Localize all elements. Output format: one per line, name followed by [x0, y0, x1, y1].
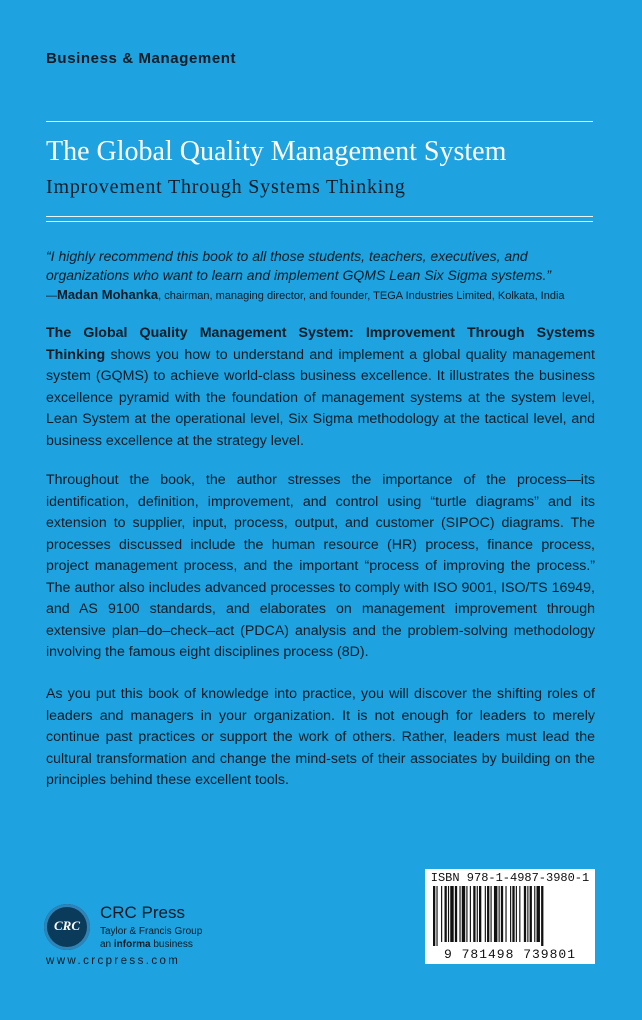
- barcode-number: 9 781498 739801: [443, 947, 577, 962]
- crc-logo-icon: [44, 904, 90, 950]
- barcode-bar: [466, 886, 467, 942]
- barcode-bar: [534, 886, 535, 942]
- barcode-bar: [433, 886, 435, 946]
- attribution-role: , chairman, managing director, and founder, TEGA Industries Limited, Kolkata, India: [158, 290, 565, 302]
- barcode-bar: [505, 886, 506, 942]
- barcode-bar: [487, 886, 489, 942]
- barcode-bar: [512, 886, 514, 942]
- attribution-name: Madan Mohanka: [57, 287, 159, 302]
- business-brand: informa: [113, 939, 151, 950]
- barcode-bar: [510, 886, 511, 942]
- barcode-bar: [501, 886, 503, 942]
- barcode-bar: [530, 886, 532, 942]
- barcode-bar: [491, 886, 492, 942]
- barcode-bars: [431, 886, 589, 946]
- isbn-barcode: [425, 869, 595, 964]
- barcode-bar: [485, 886, 486, 942]
- top-divider: [46, 121, 593, 122]
- barcode-bar: [524, 886, 526, 942]
- description-p1-text: shows you how to understand and implement a global quality management system (GQMS) to achieve world-class business excellence. It illustrates the business excellence pyramid with the foundation of management systems at the system level, Lean System at the operational level, Six Sigma methodology at the tactical level, and business excellence at the strategy level.: [46, 346, 595, 449]
- barcode-bar: [537, 886, 540, 942]
- description-book-title: The Global Quality Management System: Improvement Through Systems Thinking: [46, 325, 595, 363]
- testimonial-quote: “I highly recommend this book to all those students, teachers, executives, and organizations who want to learn and implement GQMS Lean Six Sigma systems.”: [46, 248, 552, 283]
- barcode-bar: [470, 886, 471, 942]
- barcode-bar: [473, 886, 475, 942]
- barcode-bar: [479, 886, 481, 942]
- barcode-bar: [436, 886, 437, 946]
- barcode-bar: [494, 886, 497, 942]
- book-title: The Global Quality Management System: [46, 136, 507, 167]
- business-prefix: an: [100, 939, 114, 950]
- barcode-bar: [499, 886, 500, 942]
- barcode-bar: [516, 886, 517, 942]
- divider-lower: [46, 221, 593, 222]
- barcode-bar: [527, 886, 528, 942]
- barcode-bar: [477, 886, 478, 942]
- publisher-group: Taylor & Francis Group: [100, 926, 203, 937]
- barcode-bar: [450, 886, 453, 942]
- description-paragraph-3: As you put this book of knowledge into practice, you will discover the shifting roles of leaders and managers in your organization. It is not enough for leaders to merely continue past practices or support the work of others. Rather, leaders must lead the cultural transformation and change the mind-sets of their associates by building on the principles behind these excellent tools.: [46, 686, 595, 788]
- business-suffix: business: [150, 939, 193, 950]
- isbn-text: ISBN 978-1-4987-3980-1: [430, 871, 590, 885]
- barcode-bar: [541, 886, 543, 946]
- publisher-website: www.crcpress.com: [46, 955, 181, 967]
- divider-upper: [46, 216, 593, 217]
- barcode-bar: [441, 886, 442, 942]
- crc-logo-text: CRC: [53, 918, 80, 933]
- barcode-bar: [462, 886, 465, 942]
- publisher-business: [100, 939, 193, 950]
- category-label: Business & Management: [46, 50, 237, 67]
- description-paragraph-2: Throughout the book, the author stresses the importance of the process—its identification, definition, improvement, and control using “turtle diagrams” and its extension to supplier, input, process, output, and customer (SIPOC) diagrams. The processes discussed include the human resource (HR) process, finance process, project management process, and the important “process of improving the process.” The author also includes advanced processes to comply with ISO 9001, ISO/TS 16949, and AS 9100 standards, and elaborates on management improvement through extensive plan–do–check–act (PDCA) analysis and the problem-solving methodology involving the famous eight disciplines process (8D).: [46, 472, 595, 660]
- testimonial-attribution: [46, 287, 606, 302]
- book-subtitle: Improvement Through Systems Thinking: [46, 176, 406, 198]
- description-paragraph-1: [46, 323, 595, 452]
- barcode-bar: [448, 886, 449, 942]
- barcode-bar: [519, 886, 520, 942]
- attribution-dash: —: [46, 290, 57, 302]
- publisher-name: CRC Press: [100, 903, 186, 922]
- barcode-bar: [455, 886, 457, 942]
- barcode-bar: [445, 886, 447, 942]
- barcode-bar: [459, 886, 460, 942]
